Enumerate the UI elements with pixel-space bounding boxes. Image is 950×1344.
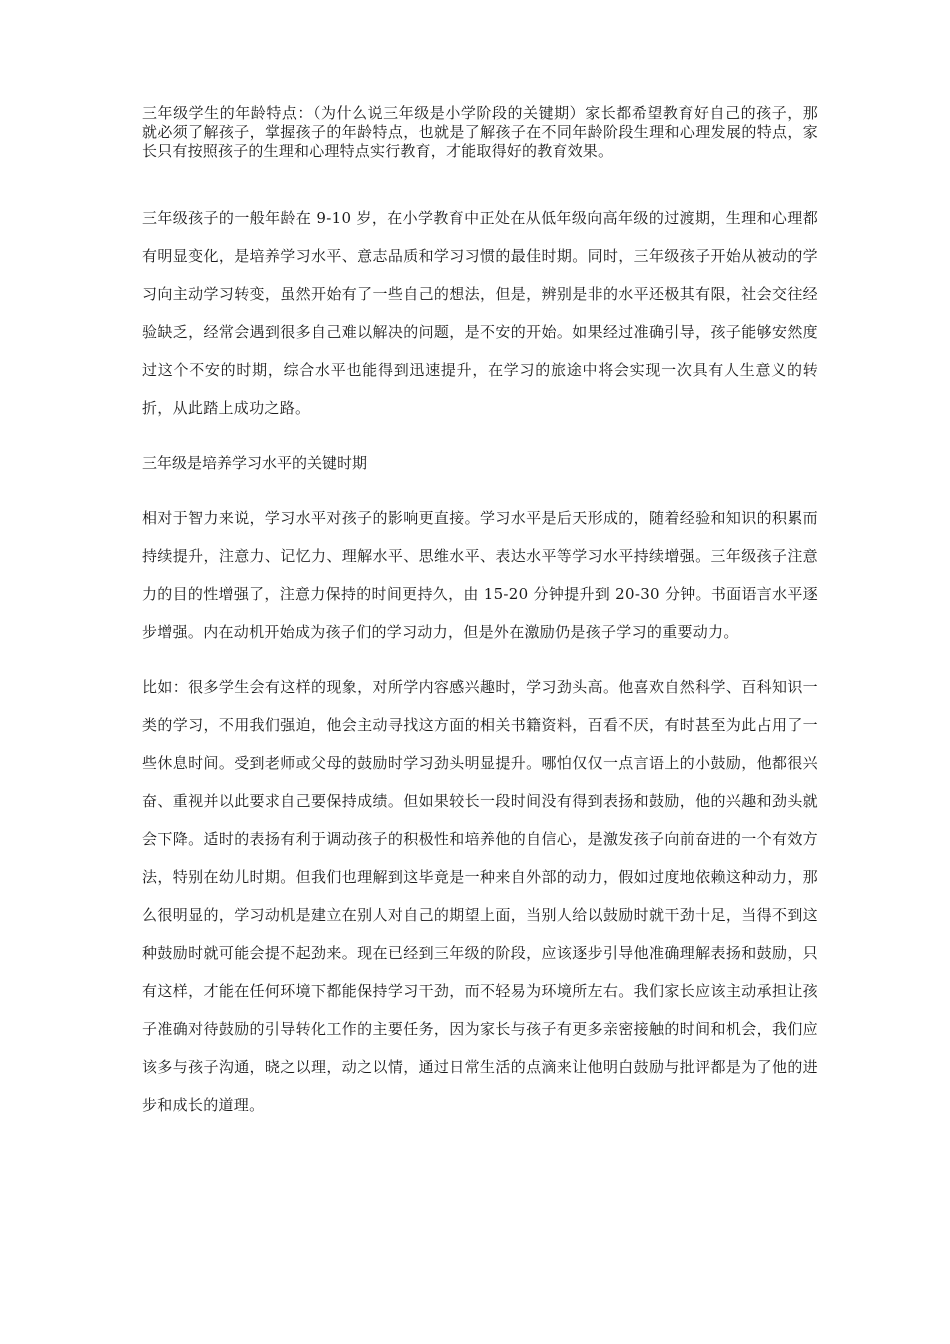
- encouragement-paragraph: 比如：很多学生会有这样的现象，对所学内容感兴趣时，学习劲头高。他喜欢自然科学、百科知识一类的学习，不用我们强迫，他会主动寻找这方面的相关书籍资料，百看不厌，有时甚至为此占用了一些休息时间。受到老师或父母的鼓励时学习劲头明显提升。哪怕仅仅一点言语上的小鼓励，他都很兴奋、重视并以此要求自己要保持成绩。但如果较长一段时间没有得到表扬和鼓励，他的兴趣和劲头就会下降。适时的表扬有利于调动孩子的积极性和培养他的自信心，是激发孩子向前奋进的一个有效方法，特别在幼儿时期。但我们也理解到这毕竟是一种来自外部的动力，假如过度地依赖这种动力，那么很明显的，学习动机是建立在别人对自己的期望上面，当别人给以鼓励时就干劲十足，当得不到这种鼓励时就可能会提不起劲来。现在已经到三年级的阶段，应该逐步引导他准确理解表扬和鼓励，只有这样，才能在任何环境下都能保持学习干劲，而不轻易为环境所左右。我们家长应该主动承担让孩子准确对待鼓励的引导转化工作的主要任务，因为家长与孩子有更多亲密接触的时间和机会，我们应该多与孩子沟通，晓之以理，动之以情，通过日常生活的点滴来让他明白鼓励与批评都是为了他的进步和成长的道理。: [142, 678, 818, 1114]
- learning-ability-paragraph: 相对于智力来说，学习水平对孩子的影响更直接。学习水平是后天形成的，随着经验和知识的积累而持续提升，注意力、记忆力、理解水平、思维水平、表达水平等学习水平持续增强。三年级孩子注意力的目的性增强了，注意力保持的时间更持久，由 15-20 分钟提升到 20-30 分钟。书面语言水平逐步增强。内在动机开始成为孩子们的学习动力，但是外在激励仍是孩子学习的重要动力。: [142, 509, 818, 641]
- intro-paragraph: 三年级学生的年龄特点：（为什么说三年级是小学阶段的关键期）家长都希望教育好自己的孩子，那就必须了解孩子，掌握孩子的年龄特点，也就是了解孩子在不同年龄阶段生理和心理发展的特点，家长只有按照孩子的生理和心理特点实行教育，才能取得好的教育效果。: [142, 104, 818, 160]
- age-characteristics-paragraph: 三年级孩子的一般年龄在 9-10 岁，在小学教育中正处在从低年级向高年级的过渡期，生理和心理都有明显变化，是培养学习水平、意志品质和学习习惯的最佳时期。同时，三年级孩子开始从被动的学习向主动学习转变，虽然开始有了一些自己的想法，但是，辨别是非的水平还极其有限，社会交往经验缺乏，经常会遇到很多自己难以解决的问题，是不安的开始。如果经过准确引导，孩子能够安然度过这个不安的时期，综合水平也能得到迅速提升，在学习的旅途中将会实现一次具有人生意义的转折，从此踏上成功之路。: [142, 209, 818, 417]
- section-heading: 三年级是培养学习水平的关键时期: [142, 454, 368, 472]
- document-body: [142, 104, 818, 1124]
